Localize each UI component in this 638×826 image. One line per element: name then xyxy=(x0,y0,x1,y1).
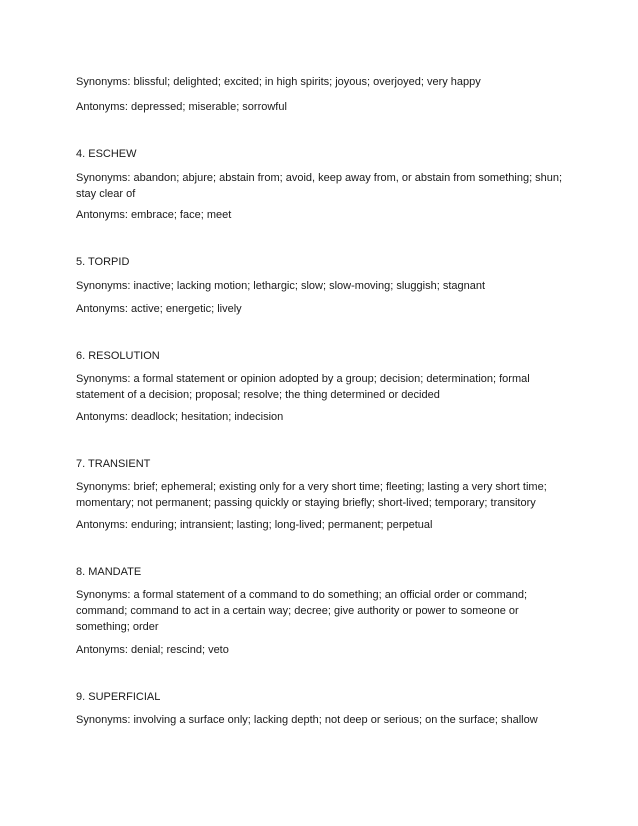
entry-synonyms-resolution: Synonyms: a formal statement or opinion adopted by a group; decision; determination; formal statement of a decision; proposal; resolve; the thing determined or decided xyxy=(76,373,530,401)
entry-synonyms-torpid: Synonyms: inactive; lacking motion; lethargic; slow; slow-moving; sluggish; stagnant xyxy=(76,280,486,292)
entry-synonyms-mandate: Synonyms: a formal statement of a command to do something; an official order or command; command; command to act in a certain way; decree; give authority or power to someone or something; order xyxy=(76,589,528,633)
entry-heading-superficial: 9. SUPERFICIAL xyxy=(76,691,161,703)
entry-heading-eschew: 4. ESCHEW xyxy=(76,148,137,160)
entry-antonyms-eschew: Antonyms: embrace; face; meet xyxy=(76,209,232,221)
entry-antonyms-resolution: Antonyms: deadlock; hesitation; indecision xyxy=(76,411,284,423)
entry-antonyms-mandate: Antonyms: denial; rescind; veto xyxy=(76,644,229,656)
entry-synonyms-superficial: Synonyms: involving a surface only; lacking depth; not deep or serious; on the surface; shallow xyxy=(76,714,538,726)
entry-heading-resolution: 6. RESOLUTION xyxy=(76,350,160,362)
intro-antonyms: Antonyms: depressed; miserable; sorrowful xyxy=(76,101,287,113)
entry-antonyms-transient: Antonyms: enduring; intransient; lasting; long-lived; permanent; perpetual xyxy=(76,519,433,531)
entry-heading-torpid: 5. TORPID xyxy=(76,256,130,268)
entry-antonyms-torpid: Antonyms: active; energetic; lively xyxy=(76,303,242,315)
entry-synonyms-transient: Synonyms: brief; ephemeral; existing only for a very short time; fleeting; lasting a very short time; momentary; not permanent; passing quickly or staying briefly; short-lived; temporary; transitory xyxy=(76,481,547,509)
intro-synonyms: Synonyms: blissful; delighted; excited; in high spirits; joyous; overjoyed; very happy xyxy=(76,76,481,88)
entry-synonyms-eschew: Synonyms: abandon; abjure; abstain from; avoid, keep away from, or abstain from something; shun; stay clear of xyxy=(76,172,563,200)
entry-heading-transient: 7. TRANSIENT xyxy=(76,458,151,470)
entry-heading-mandate: 8. MANDATE xyxy=(76,566,142,578)
